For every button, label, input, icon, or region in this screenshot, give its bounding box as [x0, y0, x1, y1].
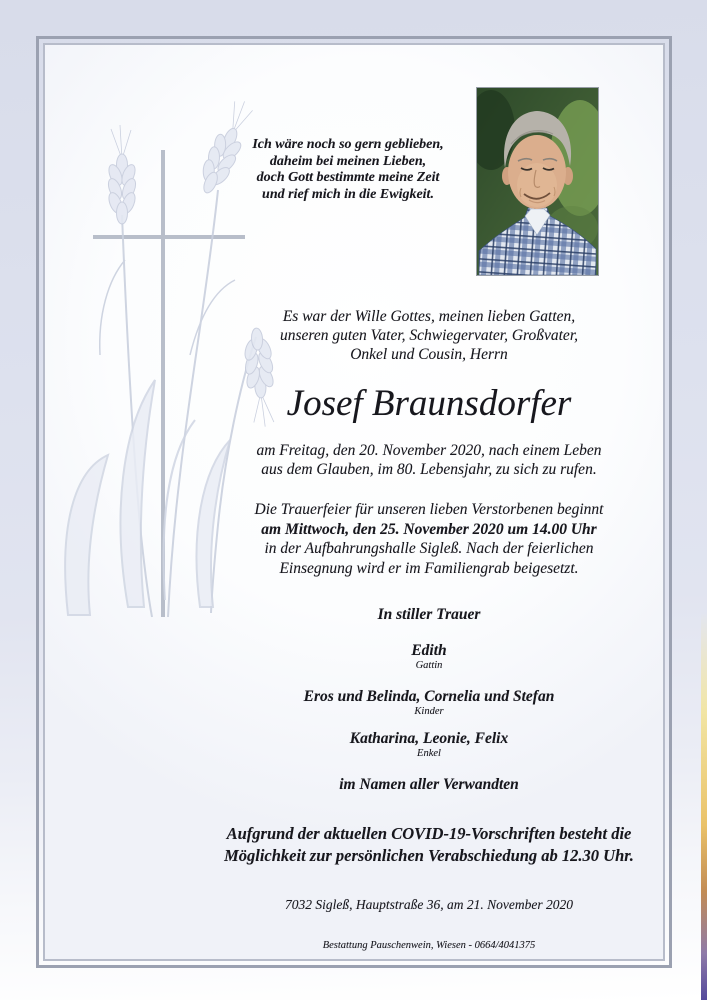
- mourner-relation: Kinder: [414, 706, 444, 717]
- service-info: [176, 500, 682, 578]
- covid-line: Aufgrund der aktuellen COVID-19-Vorschriften besteht die: [226, 824, 632, 843]
- poem-line: Ich wäre noch so gern geblieben,: [252, 137, 444, 152]
- intro-text: [196, 307, 662, 364]
- closing-line: im Namen aller Verwandten: [339, 776, 519, 793]
- mourner-names: Eros und Belinda, Cornelia und Stefan: [303, 688, 555, 705]
- mourning-heading: In stiller Trauer: [377, 606, 481, 623]
- service-line: Die Trauerfeier für unseren lieben Verstorbenen beginnt: [254, 501, 604, 518]
- poem-line: daheim bei meinen Lieben,: [269, 153, 427, 169]
- poem-line: doch Gott bestimmte meine Zeit: [256, 170, 440, 185]
- mourner-entry: [196, 688, 662, 718]
- poem-line: und rief mich in die Ewigkeit.: [262, 186, 434, 202]
- death-line: aus dem Glauben, im 80. Lebensjahr, zu sich zu rufen.: [261, 461, 597, 478]
- memorial-poem: [233, 137, 463, 203]
- portrait-photo: [477, 88, 598, 275]
- deceased-name: Josef Braunsdorfer: [286, 383, 572, 424]
- mourner-relation: Gattin: [415, 660, 443, 671]
- mourner-names: Katharina, Leonie, Felix: [349, 730, 509, 747]
- service-line: Einsegnung wird er im Familiengrab beigesetzt.: [279, 559, 579, 577]
- service-line: in der Aufbahrungshalle Sigleß. Nach der feierlichen: [264, 540, 594, 557]
- death-line: am Freitag, den 20. November 2020, nach einem Leben: [256, 442, 602, 459]
- intro-line: Onkel und Cousin, Herrn: [350, 346, 508, 363]
- funeral-home-line: Bestattung Pauschenwein, Wiesen - 0664/4041375: [322, 940, 536, 951]
- intro-line: Es war der Wille Gottes, meinen lieben Gatten,: [282, 308, 576, 325]
- scan-edge-color-artifact: [701, 612, 707, 1000]
- address-date-line: 7032 Sigleß, Hauptstraße 36, am 21. November 2020: [285, 897, 573, 912]
- mourner-relation: Enkel: [417, 748, 441, 759]
- intro-line: unseren guten Vater, Schwiegervater, Großvater,: [279, 327, 579, 344]
- covid-line: Möglichkeit zur persönlichen Verabschiedung ab 12.30 Uhr.: [224, 846, 634, 865]
- mourner-entry: [196, 642, 662, 672]
- mourner-entry: [196, 730, 662, 760]
- service-datetime: am Mittwoch, den 25. November 2020 um 14.00 Uhr: [261, 520, 597, 538]
- covid-notice: [156, 823, 702, 867]
- mourner-names: Edith: [411, 642, 447, 659]
- death-date-text: [196, 441, 662, 479]
